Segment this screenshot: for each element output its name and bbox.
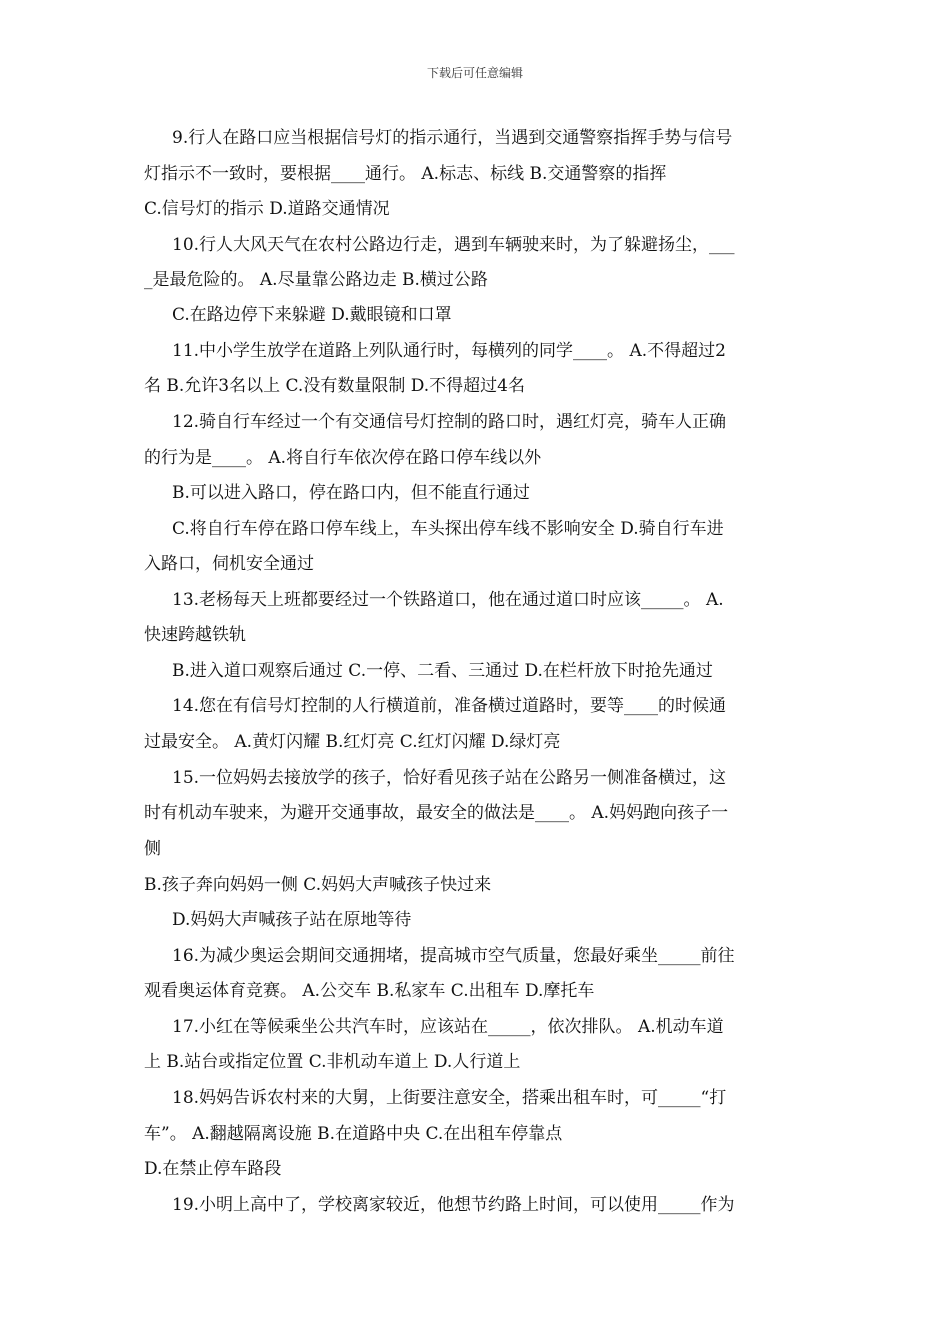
text-line: B.孩子奔向妈妈一侧 C.妈妈大声喊孩子快过来 (144, 875, 492, 895)
text-line: 侧 (144, 839, 161, 859)
text-line: _是最危险的。 A.尽量靠公路边走 B.横过公路 (144, 270, 488, 290)
text-line: 15.一位妈妈去接放学的孩子，恰好看见孩子站在公路另一侧准备横过，这 (172, 768, 727, 788)
text-line: 13.老杨每天上班都要经过一个铁路道口，他在通过道口时应该_____。 A. (172, 590, 724, 610)
text-line: 9.行人在路口应当根据信号灯的指示通行，当遇到交通警察指挥手势与信号 (172, 128, 733, 148)
text-line: C.在路边停下来躲避 D.戴眼镜和口罩 (172, 305, 452, 325)
text-line: 时有机动车驶来，为避开交通事故，最安全的做法是____。 A.妈妈跑向孩子一 (144, 803, 729, 823)
text-line: 17.小红在等候乘坐公共汽车时，应该站在_____，依次排队。 A.机动车道 (172, 1017, 724, 1037)
text-line: 车”。 A.翻越隔离设施 B.在道路中央 C.在出租车停靠点 (144, 1124, 563, 1144)
text-line: 观看奥运体育竞赛。 A.公交车 B.私家车 C.出租车 D.摩托车 (144, 981, 595, 1001)
text-line: 12.骑自行车经过一个有交通信号灯控制的路口时，遇红灯亮，骑车人正确 (172, 412, 727, 432)
text-line: 快速跨越铁轨 (144, 625, 246, 645)
text-line: 11.中小学生放学在道路上列队通行时，每横列的同学____。 A.不得超过2 (172, 341, 726, 361)
text-line: B.可以进入路口，停在路口内，但不能直行通过 (172, 483, 530, 503)
text-line: D.在禁止停车路段 (144, 1159, 282, 1179)
text-line: 上 B.站台或指定位置 C.非机动车道上 D.人行道上 (144, 1052, 521, 1072)
text-line: C.信号灯的指示 D.道路交通情况 (144, 199, 390, 219)
text-line: 10.行人大风天气在农村公路边行走，遇到车辆驶来时，为了躲避扬尘，___ (172, 235, 735, 255)
text-line: 灯指示不一致时，要根据____通行。 A.标志、标线 B.交通警察的指挥 (144, 164, 667, 184)
text-line: C.将自行车停在路口停车线上，车头探出停车线不影响安全 D.骑自行车进 (172, 519, 724, 539)
text-line: 入路口，伺机安全通过 (144, 554, 314, 574)
text-line: 的行为是____。 A.将自行车依次停在路口停车线以外 (144, 448, 542, 468)
text-line: 18.妈妈告诉农村来的大舅，上街要注意安全，搭乘出租车时，可_____“打 (172, 1088, 727, 1108)
text-line: 19.小明上高中了，学校离家较近，他想节约路上时间，可以使用_____作为 (172, 1195, 735, 1215)
text-line: 过最安全。 A.黄灯闪耀 B.红灯亮 C.红灯闪耀 D.绿灯亮 (144, 732, 561, 752)
text-line: D.妈妈大声喊孩子站在原地等待 (172, 910, 412, 930)
text-line: 名 B.允许3名以上 C.没有数量限制 D.不得超过4名 (144, 376, 525, 396)
page-header: 下载后可任意编辑 (426, 66, 523, 80)
text-line: 16.为减少奥运会期间交通拥堵，提高城市空气质量，您最好乘坐_____前往 (172, 946, 735, 966)
text-line: 14.您在有信号灯控制的人行横道前，准备横过道路时，要等____的时候通 (172, 696, 727, 716)
text-line: B.进入道口观察后通过 C.一停、二看、三通过 D.在栏杆放下时抢先通过 (172, 661, 713, 681)
